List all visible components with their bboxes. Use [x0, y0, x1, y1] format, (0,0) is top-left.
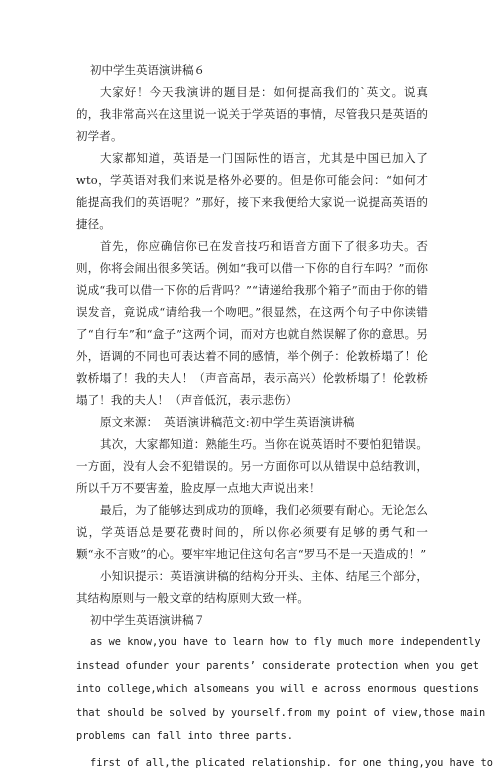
paragraph-pronunciation: 首先，你应确信你已在发音技巧和语音方面下了很多功夫。否则，你将会闹出很多笑话。例如“我可以借一下你的自行车吗？”而你说成“我可以借一下你的后背吗？”“请递给我那个箱子”而由于你的错误发音，竟说成“请给我一个吻吧。”很显然，在这两个句子中你读错了“自行车”和“盒子”这两个词，而对方也就自然误解了你的意思。另外，语调的不同也可表达着不同的感情，举个例子：伦敦桥塌了！伦敦桥塌了！我的夫人！（声音高昂，表示高兴）伦敦桥塌了！伦敦桥塌了！我的夫人！（声音低沉，表示悲伤）: [76, 235, 428, 411]
paragraph-importance: 大家都知道，英语是一门国际性的语言，尤其是中国已加入了wto，学英语对我们来说是格外必要的。但是你可能会问：“如何才能提高我们的英语呢？”那好，接下来我便给大家说一说提高英语的捷径。: [76, 147, 428, 235]
paragraph-patience: 最后，为了能够达到成功的顶峰，我们必须要有耐心。无论怎么说，学英语总是要花费时间的，所以你必须要有足够的勇气和一颗“永不言败”的心。要牢牢地记住这句名言“罗马不是一天造成的！”: [76, 499, 428, 565]
paragraph-tip: 小知识提示：英语演讲稿的结构分开头、主体、结尾三个部分，其结构原则与一般文章的结构原则大致一样。: [76, 565, 428, 609]
speech-title-6: 初中学生英语演讲稿６: [90, 59, 428, 81]
speech-title-7: 初中学生英语演讲稿７: [90, 609, 428, 631]
english-line: problems can fall into three parts.: [76, 725, 428, 749]
english-line: first of all,the plicated relationship. for one thing,you have to: [76, 752, 428, 775]
english-line: as we know,you have to learn how to fly much more independently: [76, 631, 428, 655]
english-line: that should be solved by yourself.from my point of view,those main: [76, 702, 428, 726]
english-line: instead ofunder your parents’ considerate protection when you get: [76, 655, 428, 679]
paragraph-source: 原文来源： 英语演讲稿范文:初中学生英语演讲稿: [76, 411, 428, 433]
english-paragraph-2: [76, 752, 428, 775]
paragraph-greeting: 大家好！今天我演讲的题目是：如何提高我们的`英文。说真的，我非常高兴在这里说一说关于学英语的事情，尽管我只是英语的初学者。: [76, 81, 428, 147]
document-page: [76, 59, 428, 775]
english-paragraph-1: [76, 631, 428, 749]
paragraph-practice: 其次，大家都知道：熟能生巧。当你在说英语时不要怕犯错误。一方面，没有人会不犯错误的。另一方面你可以从错误中总结教训，所以千万不要害羞，脸皮厚一点地大声说出来！: [76, 433, 428, 499]
english-line: into college,which alsomeans you will e across enormous questions: [76, 678, 428, 702]
